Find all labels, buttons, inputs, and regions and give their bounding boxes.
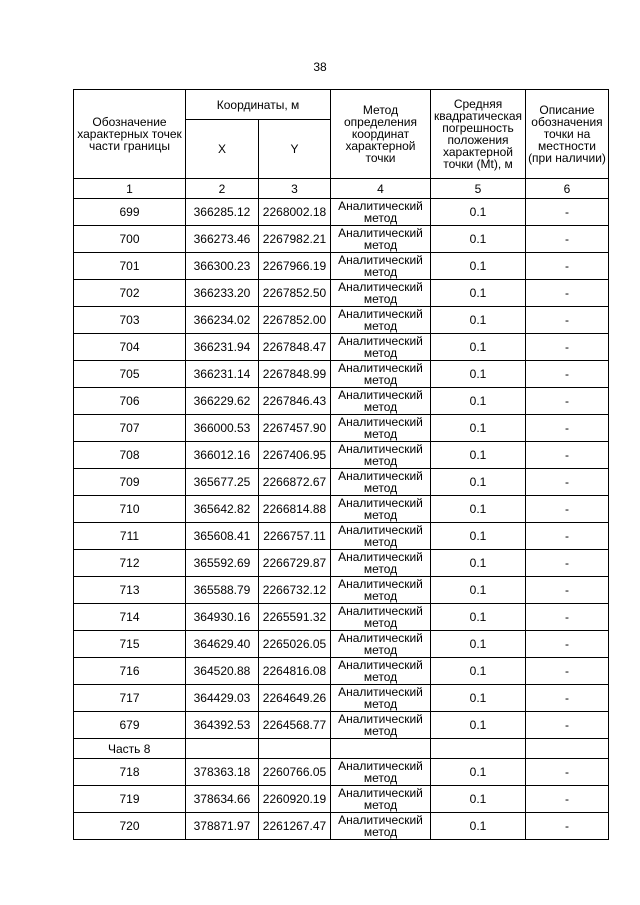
description-cell: -	[526, 334, 609, 361]
x-coordinate-cell: 366231.14	[186, 361, 259, 388]
point-cell: 705	[74, 361, 186, 388]
y-coordinate-cell: 2267406.95	[259, 442, 331, 469]
point-cell: 700	[74, 226, 186, 253]
table-row	[74, 496, 609, 523]
y-coordinate-cell: 2266872.67	[259, 469, 331, 496]
header-designation: Обозначение характерных точек части границы	[74, 90, 186, 179]
point-cell: 706	[74, 388, 186, 415]
column-number: 2	[186, 179, 259, 199]
method-cell: Аналитический метод	[331, 253, 431, 280]
empty-cell	[259, 739, 331, 759]
description-cell: -	[526, 658, 609, 685]
error-cell: 0.1	[431, 388, 526, 415]
point-cell: 708	[74, 442, 186, 469]
error-cell: 0.1	[431, 415, 526, 442]
table-row	[74, 577, 609, 604]
x-coordinate-cell: 365588.79	[186, 577, 259, 604]
empty-cell	[186, 739, 259, 759]
description-cell: -	[526, 550, 609, 577]
method-cell: Аналитический метод	[331, 658, 431, 685]
x-coordinate-cell: 365677.25	[186, 469, 259, 496]
method-cell: Аналитический метод	[331, 361, 431, 388]
point-cell: 717	[74, 685, 186, 712]
point-cell: 703	[74, 307, 186, 334]
x-coordinate-cell: 366012.16	[186, 442, 259, 469]
y-coordinate-cell: 2264568.77	[259, 712, 331, 739]
table-row	[74, 334, 609, 361]
description-cell: -	[526, 415, 609, 442]
table-row	[74, 759, 609, 786]
y-coordinate-cell: 2267852.00	[259, 307, 331, 334]
point-cell: 711	[74, 523, 186, 550]
x-coordinate-cell: 366273.46	[186, 226, 259, 253]
table-row	[74, 388, 609, 415]
header-y: Y	[259, 120, 331, 179]
description-cell: -	[526, 388, 609, 415]
point-cell: 704	[74, 334, 186, 361]
x-coordinate-cell: 366229.62	[186, 388, 259, 415]
error-cell: 0.1	[431, 496, 526, 523]
point-cell: 713	[74, 577, 186, 604]
x-coordinate-cell: 365642.82	[186, 496, 259, 523]
method-cell: Аналитический метод	[331, 786, 431, 813]
method-cell: Аналитический метод	[331, 388, 431, 415]
point-cell: 716	[74, 658, 186, 685]
y-coordinate-cell: 2267848.99	[259, 361, 331, 388]
description-cell: -	[526, 253, 609, 280]
error-cell: 0.1	[431, 253, 526, 280]
y-coordinate-cell: 2266729.87	[259, 550, 331, 577]
x-coordinate-cell: 365592.69	[186, 550, 259, 577]
error-cell: 0.1	[431, 442, 526, 469]
method-cell: Аналитический метод	[331, 334, 431, 361]
point-cell: 715	[74, 631, 186, 658]
table-row	[74, 361, 609, 388]
description-cell: -	[526, 604, 609, 631]
description-cell: -	[526, 307, 609, 334]
header-coordinates: Координаты, м	[186, 90, 331, 120]
error-cell: 0.1	[431, 759, 526, 786]
x-coordinate-cell: 366233.20	[186, 280, 259, 307]
method-cell: Аналитический метод	[331, 523, 431, 550]
y-coordinate-cell: 2265026.05	[259, 631, 331, 658]
description-cell: -	[526, 361, 609, 388]
y-coordinate-cell: 2268002.18	[259, 199, 331, 226]
column-number: 3	[259, 179, 331, 199]
table-row	[74, 280, 609, 307]
empty-cell	[331, 739, 431, 759]
y-coordinate-cell: 2267457.90	[259, 415, 331, 442]
y-coordinate-cell: 2267966.19	[259, 253, 331, 280]
description-cell: -	[526, 577, 609, 604]
point-cell: 720	[74, 813, 186, 840]
method-cell: Аналитический метод	[331, 199, 431, 226]
error-cell: 0.1	[431, 712, 526, 739]
table-row	[74, 685, 609, 712]
column-number: 4	[331, 179, 431, 199]
table-row	[74, 631, 609, 658]
method-cell: Аналитический метод	[331, 631, 431, 658]
y-coordinate-cell: 2266757.11	[259, 523, 331, 550]
error-cell: 0.1	[431, 786, 526, 813]
x-coordinate-cell: 366285.12	[186, 199, 259, 226]
y-coordinate-cell: 2267852.50	[259, 280, 331, 307]
table-row	[74, 415, 609, 442]
method-cell: Аналитический метод	[331, 442, 431, 469]
method-cell: Аналитический метод	[331, 307, 431, 334]
description-cell: -	[526, 280, 609, 307]
x-coordinate-cell: 366000.53	[186, 415, 259, 442]
method-cell: Аналитический метод	[331, 496, 431, 523]
table-body	[74, 179, 609, 840]
empty-cell	[526, 739, 609, 759]
error-cell: 0.1	[431, 631, 526, 658]
y-coordinate-cell: 2265591.32	[259, 604, 331, 631]
column-number: 1	[74, 179, 186, 199]
x-coordinate-cell: 364392.53	[186, 712, 259, 739]
error-cell: 0.1	[431, 280, 526, 307]
empty-cell	[431, 739, 526, 759]
point-cell: 679	[74, 712, 186, 739]
x-coordinate-cell: 364930.16	[186, 604, 259, 631]
part-label: Часть 8	[74, 739, 186, 759]
description-cell: -	[526, 712, 609, 739]
table-row	[74, 604, 609, 631]
x-coordinate-cell: 366231.94	[186, 334, 259, 361]
description-cell: -	[526, 759, 609, 786]
x-coordinate-cell: 366300.23	[186, 253, 259, 280]
point-cell: 710	[74, 496, 186, 523]
point-cell: 714	[74, 604, 186, 631]
error-cell: 0.1	[431, 813, 526, 840]
point-cell: 712	[74, 550, 186, 577]
y-coordinate-cell: 2266732.12	[259, 577, 331, 604]
description-cell: -	[526, 199, 609, 226]
point-cell: 699	[74, 199, 186, 226]
point-cell: 707	[74, 415, 186, 442]
error-cell: 0.1	[431, 604, 526, 631]
description-cell: -	[526, 786, 609, 813]
y-coordinate-cell: 2267848.47	[259, 334, 331, 361]
table-row	[74, 307, 609, 334]
point-cell: 709	[74, 469, 186, 496]
header-x: X	[186, 120, 259, 179]
method-cell: Аналитический метод	[331, 550, 431, 577]
error-cell: 0.1	[431, 685, 526, 712]
description-cell: -	[526, 496, 609, 523]
column-number: 5	[431, 179, 526, 199]
error-cell: 0.1	[431, 658, 526, 685]
column-number-row	[74, 179, 609, 199]
coordinates-table	[73, 89, 609, 840]
error-cell: 0.1	[431, 199, 526, 226]
header-description: Описание обозначения точки на местности (при наличии)	[526, 90, 609, 179]
y-coordinate-cell: 2261267.47	[259, 813, 331, 840]
part-row	[74, 739, 609, 759]
table-row	[74, 253, 609, 280]
method-cell: Аналитический метод	[331, 226, 431, 253]
y-coordinate-cell: 2267982.21	[259, 226, 331, 253]
table-row	[74, 442, 609, 469]
x-coordinate-cell: 366234.02	[186, 307, 259, 334]
description-cell: -	[526, 226, 609, 253]
y-coordinate-cell: 2260920.19	[259, 786, 331, 813]
point-cell: 701	[74, 253, 186, 280]
description-cell: -	[526, 685, 609, 712]
error-cell: 0.1	[431, 226, 526, 253]
y-coordinate-cell: 2267846.43	[259, 388, 331, 415]
page-number: 38	[313, 60, 327, 74]
error-cell: 0.1	[431, 577, 526, 604]
method-cell: Аналитический метод	[331, 577, 431, 604]
table-row	[74, 199, 609, 226]
table-row	[74, 813, 609, 840]
method-cell: Аналитический метод	[331, 604, 431, 631]
x-coordinate-cell: 365608.41	[186, 523, 259, 550]
method-cell: Аналитический метод	[331, 813, 431, 840]
x-coordinate-cell: 378363.18	[186, 759, 259, 786]
point-cell: 719	[74, 786, 186, 813]
y-coordinate-cell: 2260766.05	[259, 759, 331, 786]
method-cell: Аналитический метод	[331, 415, 431, 442]
y-coordinate-cell: 2264649.26	[259, 685, 331, 712]
method-cell: Аналитический метод	[331, 685, 431, 712]
x-coordinate-cell: 364629.40	[186, 631, 259, 658]
header-method: Метод определения координат характерной точки	[331, 90, 431, 179]
table-row	[74, 523, 609, 550]
description-cell: -	[526, 523, 609, 550]
error-cell: 0.1	[431, 523, 526, 550]
description-cell: -	[526, 469, 609, 496]
table-row	[74, 226, 609, 253]
x-coordinate-cell: 378871.97	[186, 813, 259, 840]
x-coordinate-cell: 364520.88	[186, 658, 259, 685]
method-cell: Аналитический метод	[331, 280, 431, 307]
x-coordinate-cell: 378634.66	[186, 786, 259, 813]
description-cell: -	[526, 631, 609, 658]
description-cell: -	[526, 442, 609, 469]
table-row	[74, 712, 609, 739]
header-error: Средняя квадратическая погрешность положения характерной точки (Mt), м	[431, 90, 526, 179]
method-cell: Аналитический метод	[331, 469, 431, 496]
error-cell: 0.1	[431, 361, 526, 388]
table-row	[74, 658, 609, 685]
table-row	[74, 550, 609, 577]
table-row	[74, 786, 609, 813]
error-cell: 0.1	[431, 469, 526, 496]
table-row	[74, 469, 609, 496]
method-cell: Аналитический метод	[331, 712, 431, 739]
error-cell: 0.1	[431, 334, 526, 361]
method-cell: Аналитический метод	[331, 759, 431, 786]
description-cell: -	[526, 813, 609, 840]
y-coordinate-cell: 2264816.08	[259, 658, 331, 685]
x-coordinate-cell: 364429.03	[186, 685, 259, 712]
column-number: 6	[526, 179, 609, 199]
y-coordinate-cell: 2266814.88	[259, 496, 331, 523]
point-cell: 702	[74, 280, 186, 307]
error-cell: 0.1	[431, 550, 526, 577]
point-cell: 718	[74, 759, 186, 786]
error-cell: 0.1	[431, 307, 526, 334]
